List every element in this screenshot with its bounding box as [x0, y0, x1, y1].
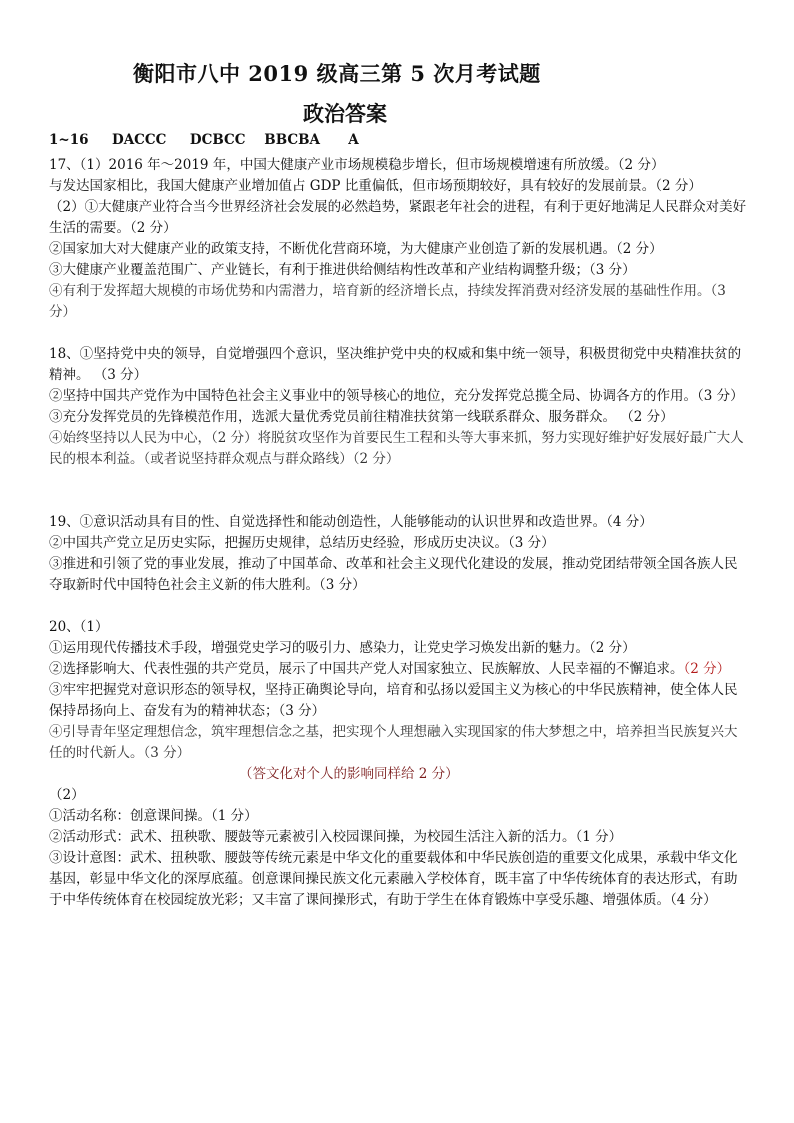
answer-body [49, 155, 749, 911]
q20-line: ①运用现代传播技术手段，增强党史学习的吸引力、感染力，让党史学习焕发出新的魅力。（2 分） [49, 640, 636, 656]
q17-line: ②国家加大对大健康产业的政策支持，不断优化营商环境，为大健康产业创造了新的发展机遇。（2 分） [49, 241, 663, 257]
q20-line: ③设计意图：武术、扭秧歌、腰鼓等传统元素是中华文化的重要载体和中华民族创造的重要文化成果，承载中华文化基因，彰显中华文化的深厚底蕴。创意课间操民族文化元素融入学校体育，既丰富了中华传统体育的表达形式，有助于中华传统体育在校园绽放光彩；又丰富了课间操形式，有助于学生在体育锻炼中享受乐趣、增强体质。（4 分） [49, 850, 738, 908]
q18-line: ④始终坚持以人民为中心，（2 分）将脱贫攻坚作为首要民生工程和头等大事来抓，努力实现好维护好发展好最广大人民的根本利益。（或者说坚持群众观点与群众路线）（2 分） [49, 430, 744, 467]
q20-line: ④引导青年坚定理想信念，筑牢理想信念之基，把实现个人理想融入实现国家的伟大梦想之中，培养担当民族复兴大任的时代新人。（3 分） [49, 724, 738, 761]
q17-line: （2）①大健康产业符合当今世界经济社会发展的必然趋势，紧跟老年社会的进程，有利于更好地满足人民群众对美好生活的需要。（2 分） [49, 199, 747, 236]
q17-line: 与发达国家相比，我国大健康产业增加值占 GDP 比重偏低，但市场预期较好，具有较好的发展前景。（2 分） [49, 178, 702, 194]
q20-score: （2 分） [683, 661, 731, 677]
q17-line: ③大健康产业覆盖范围广、产业链长，有利于推进供给侧结构性改革和产业结构调整升级；（3 分） [49, 262, 636, 278]
q19-line: 19、①意识活动具有目的性、自觉选择性和能动创造性，人能够能动的认识世界和改造世界。（4 分） [49, 514, 653, 530]
q20-line: ②活动形式：武术、扭秧歌、腰鼓等元素被引入校园课间操，为校园生活注入新的活力。（1 分） [49, 829, 623, 845]
q20-line [49, 659, 749, 680]
spacer [49, 323, 749, 344]
q18-line: ②坚持中国共产党作为中国特色社会主义事业中的领导核心的地位，充分发挥党总揽全局、协调各方的作用。（3 分） [49, 388, 744, 404]
q20-line: ③牢牢把握党对意识形态的领导权，坚持正确舆论导向，培育和弘扬以爱国主义为核心的中华民族精神，使全体人民保持昂扬向上、奋发有为的精神状态；（3 分） [49, 682, 738, 719]
q17-line: 17、（1）2016 年～2019 年，中国大健康产业市场规模稳步增长，但市场规模增速有所放缓。（2 分） [49, 157, 665, 173]
q20-line-text: ②选择影响大、代表性强的共产党员，展示了中国共产党人对国家独立、民族解放、人民幸福的不懈追求。 [49, 661, 684, 677]
q19-line: ②中国共产党立足历史实际，把握历史规律，总结历史经验，形成历史决议。（3 分） [49, 535, 555, 551]
grading-note: （答文化对个人的影响同样给 2 分） [239, 766, 459, 782]
q17-line: ④有利于发挥超大规模的市场优势和内需潜力，培育新的经济增长点，持续发挥消费对经济发展的基础性作用。（3 分） [49, 283, 726, 320]
question-19 [49, 512, 749, 596]
q19-line: ③推进和引领了党的事业发展，推动了中国革命、改革和社会主义现代化建设的发展，推动党团结带领全国各族人民夺取新时代中国特色社会主义新的伟大胜利。（3 分） [49, 556, 738, 593]
q20-line: ①活动名称：创意课间操。（1 分） [49, 808, 258, 824]
page-subtitle: 政治答案 [303, 101, 387, 126]
page-title: 衡阳市八中 2019 级高三第 5 次月考试题 [133, 61, 541, 86]
q18-line: ③充分发挥党员的先锋模范作用，选派大量优秀党员前往精准扶贫第一线联系群众、服务群众。 （2 分） [49, 409, 674, 425]
q18-line: 18、①坚持党中央的领导，自觉增强四个意识，坚决维护党中央的权威和集中统一领导，积极贯彻党中央精准扶贫的精神。 （3 分） [49, 346, 742, 383]
question-20 [49, 617, 749, 911]
q20-part1-label: 20、（1） [49, 619, 109, 635]
spacer [49, 470, 749, 512]
q20-part2-label: （2） [49, 787, 85, 803]
spacer [49, 596, 749, 617]
question-17 [49, 155, 749, 323]
question-18 [49, 344, 749, 470]
multiple-choice-answers: 1~16 DACCC DCBCC BBCBA A [49, 132, 359, 148]
